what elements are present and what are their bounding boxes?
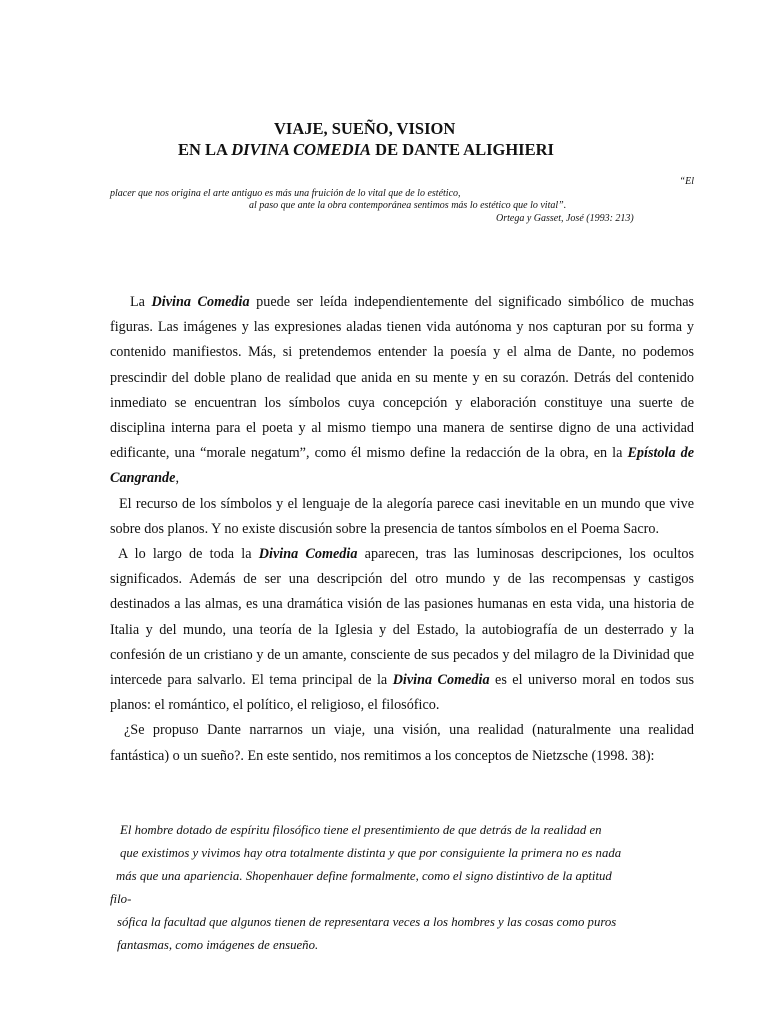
- paragraph-3: [110, 542, 694, 718]
- paragraph-4: ¿Se propuso Dante narrarnos un viaje, una visión, una realidad (naturalmente una realidad fantástica) o un sueño?. En este sentido, nos remitimos a los conceptos de Nietzsche (1998. 38):: [110, 722, 694, 764]
- p1-work-title: Divina Comedia: [151, 294, 250, 310]
- title-italic-work: DIVINA COMEDIA: [231, 140, 372, 159]
- epigraph-open: “El: [679, 176, 694, 187]
- title-line-2: [0, 139, 768, 161]
- epigraph-line-1: placer que nos origina el arte antiguo es más una fruición de lo vital que de lo estético,: [110, 188, 461, 199]
- body-text: [110, 290, 694, 769]
- p3-text-e: es el universo moral en todos sus planos: el romántico, el político, el religioso, el filosófico.: [110, 672, 695, 714]
- title-line-1: VIAJE, SUEÑO, VISION: [274, 119, 456, 138]
- epigraph-attribution: Ortega y Gasset, José (1993: 213): [496, 213, 634, 224]
- p3-work-title-2: Divina Comedia: [392, 672, 490, 689]
- block-quote: [110, 819, 694, 957]
- p1-text-a: La: [130, 294, 152, 310]
- paragraph-1: [110, 290, 694, 492]
- paragraph-2: El recurso de los símbolos y el lenguaje de la alegoría parece casi inevitable en un mundo que vive sobre dos planos. Y no existe discusión sobre la presencia de tantos símbolos en el Poema Sacro.: [110, 495, 694, 537]
- p1-text-e: ,: [175, 470, 179, 487]
- p1-epistle-title: Epístola de Cangrande: [110, 445, 694, 487]
- quote-line-4: filo-: [110, 892, 132, 906]
- quote-line-5: sófica la facultad que algunos tienen de representara veces a los hombres y las cosas como puros: [117, 915, 617, 929]
- title-suffix: DE DANTE ALIGHIERI: [371, 140, 554, 159]
- p3-text-a: A lo largo de toda la: [118, 546, 259, 563]
- title-prefix: EN LA: [178, 140, 232, 159]
- p3-text-c: aparecen, tras las luminosas descripciones, los ocultos significados. Además de ser una descripción del otro mundo y de las recompensas y castigos destinados a las almas, es una dramática visión de las pasiones humanas en esta vida, una historia de Italia y del mundo, una teoría de la Iglesia y del Estado, la autobiografía de un desterrado y la confesión de un cristiano y de un amante, consciente de sus pecados y del milagro de la Divinidad que intercede para salvarlo. El tema principal de la: [110, 546, 695, 689]
- p1-text-c: puede ser leída independientemente del significado simbólico de muchas figuras. Las imágenes y las expresiones aladas tienen vida autónoma y nos capturan por su forma y contenido manifiestos. Más, si pretendemos entender la poesía y el alma de Dante, no podemos prescindir del doble plano de realidad que anida en su mente y en su corazón. Detrás del contenido inmediato se encuentran los símbolos cuya concepción y elaboración constituye una suerte de disciplina interna para el poeta y al mismo tiempo una manera de sentirse digno de una actividad edificante, una “morale negatum”, como él mismo define la redacción de la obra, en la: [110, 294, 695, 462]
- quote-line-6: fantasmas, como imágenes de ensueño.: [117, 938, 319, 952]
- quote-line-1: El hombre dotado de espíritu filosófico tiene el presentimiento de que detrás de la realidad en: [120, 823, 602, 837]
- quote-line-2: que existimos y vivimos hay otra totalmente distinta y que por consiguiente la primera no es nada: [120, 846, 622, 860]
- p3-work-title: Divina Comedia: [258, 546, 358, 563]
- epigraph-line-2: al paso que ante la obra contemporánea sentimos más lo estético que lo vital”.: [249, 200, 567, 211]
- quote-line-3: más que una apariencia. Shopenhauer define formalmente, como el signo distintivo de la aptitud: [116, 869, 612, 883]
